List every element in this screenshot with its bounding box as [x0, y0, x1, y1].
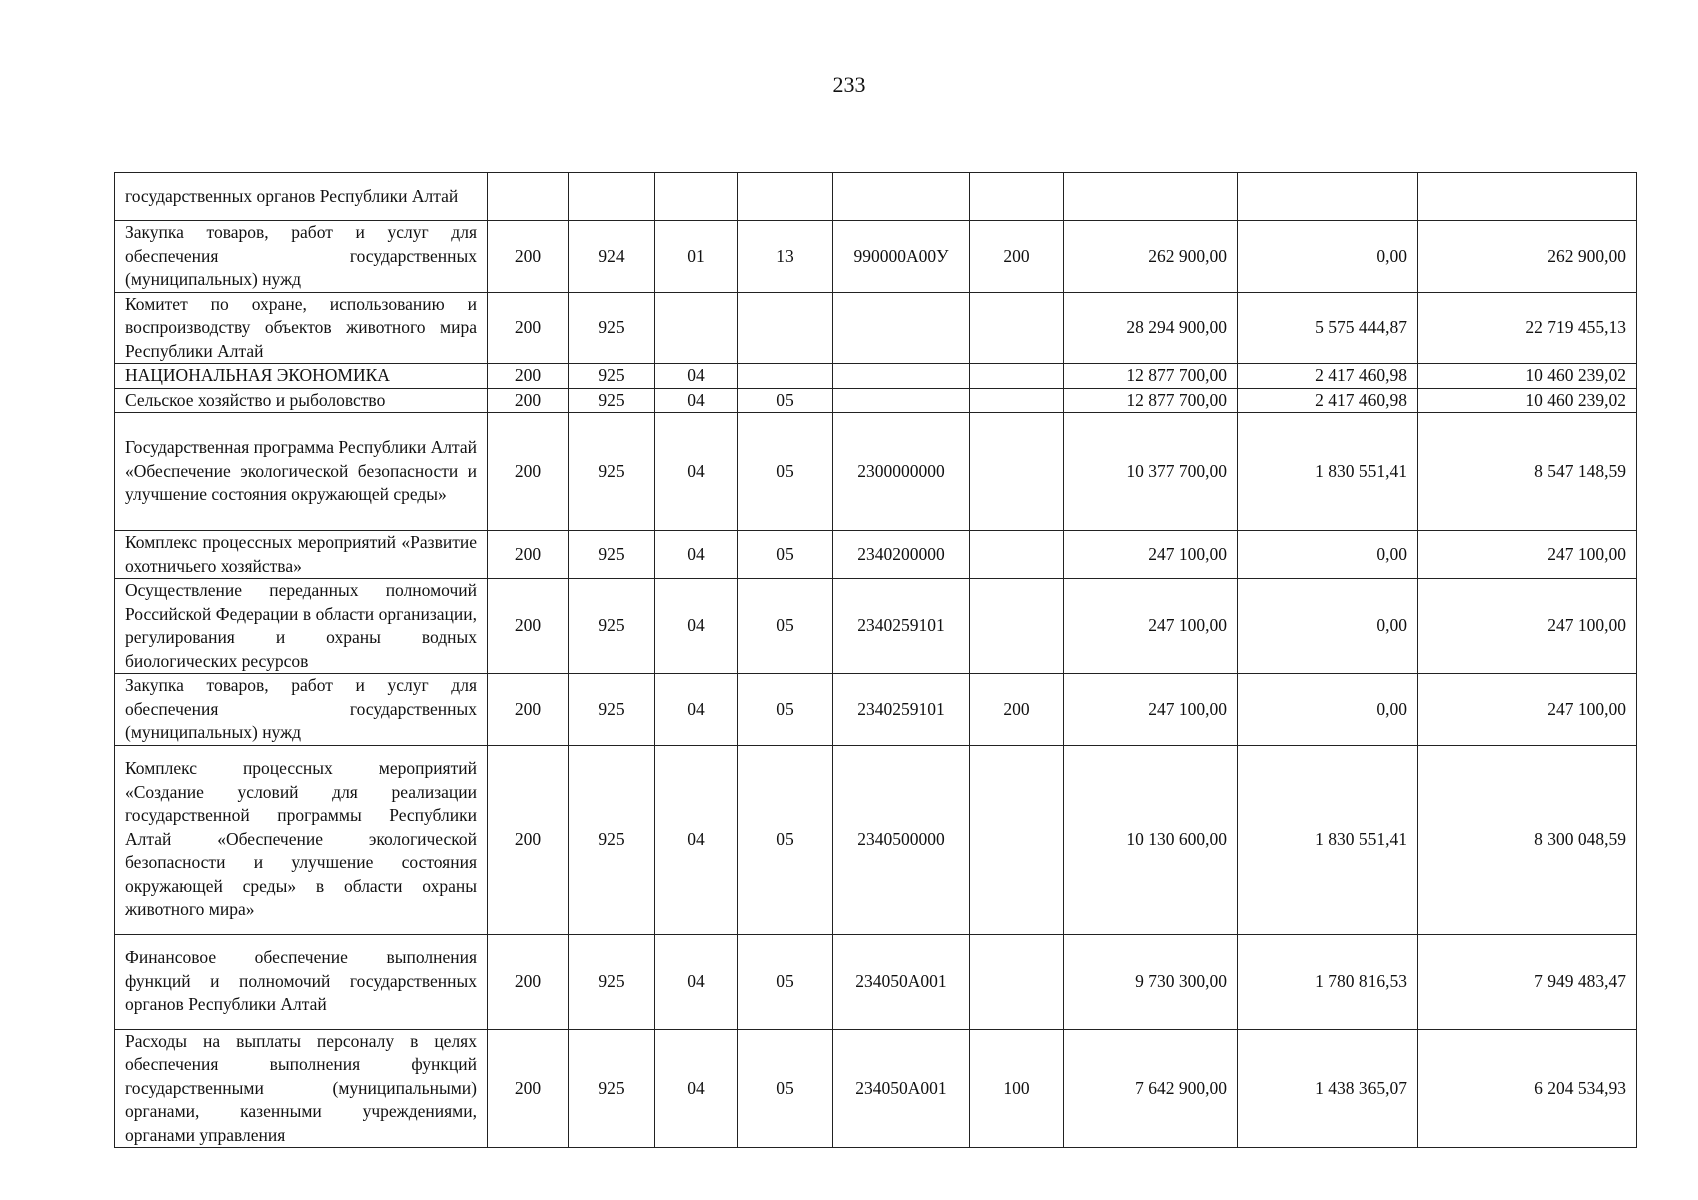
amount-executed-cell — [1238, 173, 1418, 221]
table-row — [115, 745, 1637, 934]
amount-planned-cell: 247 100,00 — [1064, 674, 1238, 746]
amount-remaining-cell: 8 547 148,59 — [1418, 413, 1637, 531]
amount-planned-cell: 10 130 600,00 — [1064, 745, 1238, 934]
amount-remaining-cell — [1418, 173, 1637, 221]
section-code-cell: 04 — [655, 413, 738, 531]
code-cell: 200 — [488, 674, 569, 746]
expense-type-cell: 200 — [970, 674, 1064, 746]
section-code-cell: 04 — [655, 674, 738, 746]
expense-type-cell — [970, 579, 1064, 674]
table-body — [115, 173, 1637, 1148]
amount-planned-cell: 12 877 700,00 — [1064, 388, 1238, 413]
amount-planned-cell: 247 100,00 — [1064, 531, 1238, 579]
amount-remaining-cell: 262 900,00 — [1418, 221, 1637, 293]
amount-planned-cell: 9 730 300,00 — [1064, 934, 1238, 1029]
target-article-cell: 2340500000 — [833, 745, 970, 934]
department-code-cell: 925 — [569, 292, 655, 364]
expense-type-cell — [970, 388, 1064, 413]
department-code-cell: 925 — [569, 674, 655, 746]
code-cell: 200 — [488, 1029, 569, 1148]
table-row — [115, 413, 1637, 531]
amount-executed-cell: 1 438 365,07 — [1238, 1029, 1418, 1148]
section-code-cell: 04 — [655, 531, 738, 579]
amount-executed-cell: 0,00 — [1238, 579, 1418, 674]
expense-type-cell: 100 — [970, 1029, 1064, 1148]
expense-name-cell: Закупка товаров, работ и услуг для обеспечения государственных (муниципальных) нужд — [115, 674, 488, 746]
expense-name-cell: Государственная программа Республики Алтай «Обеспечение экологической безопасности и улучшение состояния окружающей среды» — [115, 413, 488, 531]
amount-executed-cell: 2 417 460,98 — [1238, 388, 1418, 413]
amount-remaining-cell: 247 100,00 — [1418, 674, 1637, 746]
expense-name-cell: Расходы на выплаты персоналу в целях обеспечения выполнения функций государственными (муниципальными) органами, казенными учреждениями, органами управления — [115, 1029, 488, 1148]
department-code-cell: 925 — [569, 1029, 655, 1148]
subsection-code-cell: 05 — [738, 413, 833, 531]
code-cell: 200 — [488, 221, 569, 293]
table-row — [115, 674, 1637, 746]
expense-type-cell — [970, 934, 1064, 1029]
section-code-cell: 04 — [655, 364, 738, 389]
code-cell: 200 — [488, 745, 569, 934]
code-cell: 200 — [488, 413, 569, 531]
subsection-code-cell — [738, 173, 833, 221]
amount-remaining-cell: 22 719 455,13 — [1418, 292, 1637, 364]
section-code-cell: 04 — [655, 934, 738, 1029]
table-row — [115, 221, 1637, 293]
target-article-cell — [833, 173, 970, 221]
amount-executed-cell: 1 780 816,53 — [1238, 934, 1418, 1029]
amount-planned-cell: 12 877 700,00 — [1064, 364, 1238, 389]
expense-name-cell: Финансовое обеспечение выполнения функций и полномочий государственных органов Республики Алтай — [115, 934, 488, 1029]
amount-planned-cell — [1064, 173, 1238, 221]
code-cell: 200 — [488, 388, 569, 413]
amount-planned-cell: 7 642 900,00 — [1064, 1029, 1238, 1148]
code-cell: 200 — [488, 292, 569, 364]
subsection-code-cell: 05 — [738, 388, 833, 413]
code-cell: 200 — [488, 934, 569, 1029]
table-row — [115, 173, 1637, 221]
section-code-cell: 04 — [655, 1029, 738, 1148]
subsection-code-cell — [738, 292, 833, 364]
section-code-cell — [655, 292, 738, 364]
target-article-cell: 2340259101 — [833, 674, 970, 746]
table-row — [115, 934, 1637, 1029]
subsection-code-cell: 05 — [738, 531, 833, 579]
department-code-cell: 925 — [569, 531, 655, 579]
expense-name-cell: Комплекс процессных мероприятий «Развитие охотничьего хозяйства» — [115, 531, 488, 579]
code-cell: 200 — [488, 531, 569, 579]
target-article-cell: 234050А001 — [833, 934, 970, 1029]
section-code-cell: 04 — [655, 745, 738, 934]
expense-name-cell: НАЦИОНАЛЬНАЯ ЭКОНОМИКА — [115, 364, 488, 389]
table-row — [115, 531, 1637, 579]
department-code-cell — [569, 173, 655, 221]
department-code-cell: 925 — [569, 413, 655, 531]
department-code-cell: 924 — [569, 221, 655, 293]
table-row — [115, 388, 1637, 413]
department-code-cell: 925 — [569, 388, 655, 413]
page-number: 233 — [832, 72, 866, 97]
amount-remaining-cell: 7 949 483,47 — [1418, 934, 1637, 1029]
subsection-code-cell: 05 — [738, 934, 833, 1029]
target-article-cell — [833, 388, 970, 413]
code-cell: 200 — [488, 579, 569, 674]
subsection-code-cell: 05 — [738, 674, 833, 746]
section-code-cell: 01 — [655, 221, 738, 293]
expense-name-cell: Сельское хозяйство и рыболовство — [115, 388, 488, 413]
amount-remaining-cell: 247 100,00 — [1418, 531, 1637, 579]
subsection-code-cell: 13 — [738, 221, 833, 293]
amount-executed-cell: 0,00 — [1238, 674, 1418, 746]
table-row — [115, 579, 1637, 674]
target-article-cell: 2340200000 — [833, 531, 970, 579]
expense-type-cell — [970, 173, 1064, 221]
target-article-cell — [833, 292, 970, 364]
expense-name-cell: Комитет по охране, использованию и воспроизводству объектов животного мира Республики Алтай — [115, 292, 488, 364]
amount-planned-cell: 10 377 700,00 — [1064, 413, 1238, 531]
amount-executed-cell: 1 830 551,41 — [1238, 413, 1418, 531]
subsection-code-cell: 05 — [738, 579, 833, 674]
expense-name-cell: государственных органов Республики Алтай — [115, 173, 488, 221]
amount-executed-cell: 0,00 — [1238, 531, 1418, 579]
expense-type-cell — [970, 745, 1064, 934]
target-article-cell: 990000А00У — [833, 221, 970, 293]
amount-remaining-cell: 6 204 534,93 — [1418, 1029, 1637, 1148]
amount-executed-cell: 0,00 — [1238, 221, 1418, 293]
section-code-cell: 04 — [655, 388, 738, 413]
amount-planned-cell: 247 100,00 — [1064, 579, 1238, 674]
amount-planned-cell: 262 900,00 — [1064, 221, 1238, 293]
expense-type-cell — [970, 531, 1064, 579]
table-row — [115, 292, 1637, 364]
table-row — [115, 364, 1637, 389]
code-cell — [488, 173, 569, 221]
department-code-cell: 925 — [569, 745, 655, 934]
expense-type-cell — [970, 292, 1064, 364]
amount-remaining-cell: 10 460 239,02 — [1418, 364, 1637, 389]
section-code-cell — [655, 173, 738, 221]
subsection-code-cell: 05 — [738, 745, 833, 934]
amount-remaining-cell: 247 100,00 — [1418, 579, 1637, 674]
amount-planned-cell: 28 294 900,00 — [1064, 292, 1238, 364]
amount-executed-cell: 5 575 444,87 — [1238, 292, 1418, 364]
table-row — [115, 1029, 1637, 1148]
subsection-code-cell: 05 — [738, 1029, 833, 1148]
section-code-cell: 04 — [655, 579, 738, 674]
expense-type-cell — [970, 413, 1064, 531]
department-code-cell: 925 — [569, 364, 655, 389]
expense-name-cell: Закупка товаров, работ и услуг для обеспечения государственных (муниципальных) нужд — [115, 221, 488, 293]
amount-executed-cell: 2 417 460,98 — [1238, 364, 1418, 389]
target-article-cell: 234050А001 — [833, 1029, 970, 1148]
expense-name-cell: Комплекс процессных мероприятий «Создание условий для реализации государственной программы Республики Алтай «Обеспечение экологической безопасности и улучшение состояния окружающей среды» в области охраны животного мира» — [115, 745, 488, 934]
amount-executed-cell: 1 830 551,41 — [1238, 745, 1418, 934]
subsection-code-cell — [738, 364, 833, 389]
code-cell: 200 — [488, 364, 569, 389]
target-article-cell: 2300000000 — [833, 413, 970, 531]
department-code-cell: 925 — [569, 579, 655, 674]
amount-remaining-cell: 10 460 239,02 — [1418, 388, 1637, 413]
expense-type-cell: 200 — [970, 221, 1064, 293]
expense-type-cell — [970, 364, 1064, 389]
amount-remaining-cell: 8 300 048,59 — [1418, 745, 1637, 934]
expense-name-cell: Осуществление переданных полномочий Российской Федерации в области организации, регулирования и охраны водных биологических ресурсов — [115, 579, 488, 674]
department-code-cell: 925 — [569, 934, 655, 1029]
target-article-cell — [833, 364, 970, 389]
target-article-cell: 2340259101 — [833, 579, 970, 674]
budget-table — [114, 172, 1637, 1148]
